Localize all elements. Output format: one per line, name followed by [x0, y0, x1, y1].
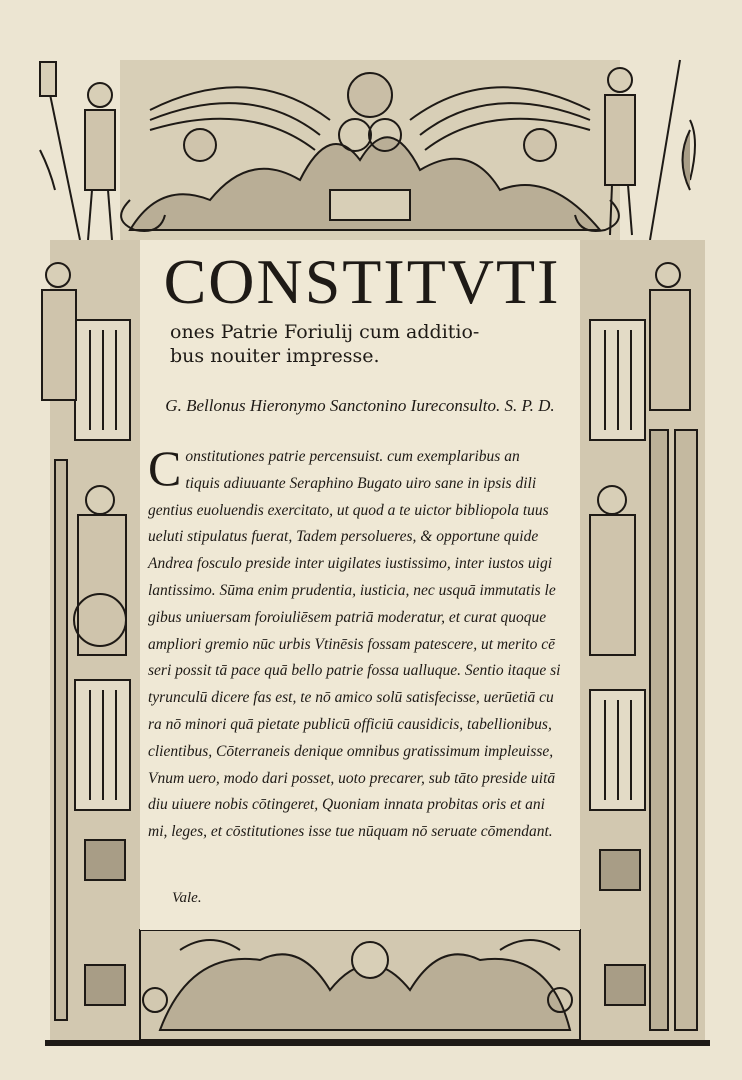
subtitle-line-2: bus nouiter impresse.: [170, 345, 380, 367]
body-line: mi, leges, et cōstitutiones isse tue nūquam nō seruate cōmendant.: [148, 823, 553, 841]
right-column: [580, 130, 705, 1040]
left-column: [42, 240, 140, 1040]
body-line: ra nō minori quā pietate publicū officiū causidicis, tabellionibus,: [148, 715, 552, 733]
subtitle-line-1: ones Patrie Foriulij cum additio-: [170, 321, 480, 343]
body-line: diu uiuere nobis cōtingeret, Quoniam innata probitas oris et ani: [148, 796, 545, 814]
top-frieze-illustration: [120, 60, 620, 240]
page-title: CONSTITVTI: [163, 246, 561, 317]
body-line: ueluti stipulatus fuerat, Tadem persolueres, & opportune quide: [148, 528, 539, 546]
body-line: gentius euoluendis exercitato, ut quod a te uictor bibliopola tuus: [148, 501, 549, 519]
body-line: Andrea fosculo preside inter uigilates iustissimo, inter iustos uigi: [148, 555, 552, 573]
drop-cap: C: [148, 440, 182, 496]
dedication-line: G. Bellonus Hieronymo Sanctonino Iureconsulto. S. P. D.: [165, 396, 555, 415]
body-text: [148, 440, 573, 846]
left-soldier-figure: [40, 62, 115, 240]
closing-vale: Vale.: [172, 890, 202, 906]
body-line: gibus uniuersam foroiuliēsem patriā moderatur, et curat quoque: [148, 608, 547, 626]
body-line: ampliori gremio nūc urbis Vtinēsis fossam patescere, ut merito cē: [148, 635, 555, 653]
bottom-frieze-illustration: [140, 930, 580, 1040]
body-line: lantissimo. Sūma enim prudentia, iusticia, nec usquā immutatis le: [148, 581, 556, 599]
body-line: onstitutiones patrie percensuist. cum exemplaribus an: [185, 448, 520, 465]
body-line: seri possit tā pace quā bello patrie fossa ualluque. Sentio itaque si: [148, 662, 561, 680]
body-line: clientibus, Cōterraneis denique omnibus gratissimum impleuisse,: [148, 742, 554, 760]
body-line: Vnum uero, modo dari posset, uoto precarer, sub tāto preside uitā: [148, 769, 556, 787]
body-line: tiquis adiuuante Seraphino Bugato uiro sane in ipsis dili: [185, 474, 537, 492]
body-line: tyrunculū dicere fas est, te nō amico solū satisfecisse, uerūetiā cu: [148, 689, 554, 707]
subtitle: [170, 320, 570, 368]
